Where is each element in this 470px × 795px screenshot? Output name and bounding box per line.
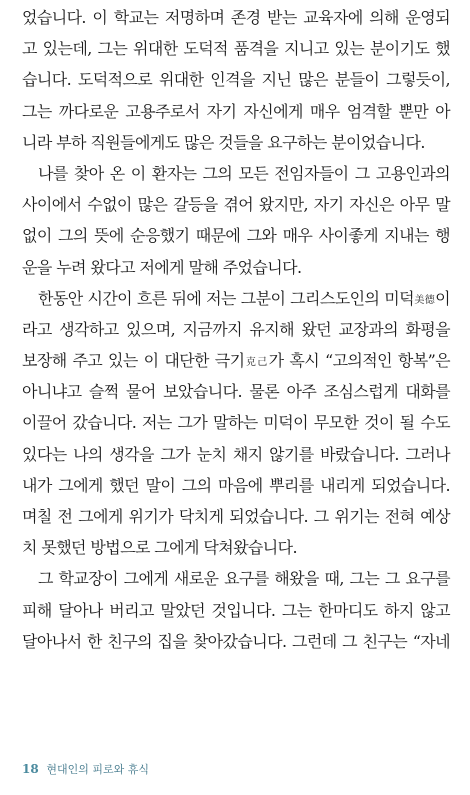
text-line: 사이에서 수없이 많은 갈등을 겪어 왔지만, 자기 자신은 아무 말 [22, 195, 450, 215]
page-number: 18 [22, 762, 39, 776]
text-segment: 보장해 주고 있는 이 대단한 극기 [22, 351, 245, 371]
text-line: 고 있는데, 그는 위대한 도덕적 품격을 지니고 있는 분이기도 했 [22, 39, 450, 59]
paragraph [22, 563, 450, 657]
paragraph [22, 158, 450, 283]
text-line: 며칠 전 그에게 위기가 닥치게 되었습니다. 그 위기는 전혀 예상 [22, 507, 450, 526]
text-line: 피해 달아나 버리고 말았던 것입니다. 그는 한마디도 하지 않고 [22, 600, 450, 620]
text-segment: 가 혹시 “고의적인 항복”은 [268, 351, 451, 371]
text-line: 니라 부하 직원들에게도 많은 것들을 요구하는 분이었습니다. [22, 132, 425, 152]
text-line [22, 345, 450, 376]
hanja-annotation: 美德 [413, 294, 436, 306]
text-line: 치 못했던 방법으로 그에게 닥쳐왔습니다. [22, 538, 297, 558]
text-line: 그 학교장이 그에게 새로운 요구를 해왔을 때, 그는 그 요구를 [38, 569, 450, 589]
page-footer [22, 761, 149, 778]
text-segment: 한동안 시간이 흐른 뒤에 저는 그분이 그리스도인의 미덕 [38, 288, 414, 308]
text-line: 있다는 나의 생각을 그가 눈치 채지 않기를 바랐습니다. 그러나 [22, 444, 450, 464]
text-line [22, 283, 450, 314]
text-line: 이끌어 갔습니다. 저는 그가 말하는 미덕이 무모한 것이 될 수도 [22, 413, 450, 433]
text-segment: 이 [435, 288, 451, 308]
running-title: 현대인의 피로와 휴식 [46, 763, 149, 776]
text-line: 없이 그의 뜻에 순응했기 때문에 그와 매우 사이좋게 지내는 행 [22, 226, 450, 246]
paragraph [22, 283, 450, 564]
text-line: 라고 생각하고 있으며, 지금까지 유지해 왔던 교장과의 화평을 [22, 319, 450, 339]
text-line: 그는 까다로운 고용주로서 자기 자신에게 매우 엄격할 뿐만 아 [22, 101, 450, 121]
text-line: 내가 그에게 했던 말이 그의 마음에 뿌리를 내리게 되었습니다. [22, 475, 450, 495]
text-line: 아니냐고 슬쩍 물어 보았습니다. 물론 아주 조심스럽게 대화를 [22, 382, 450, 402]
text-line: 운을 누려 왔다고 저에게 말해 주었습니다. [22, 257, 302, 277]
text-line: 나를 찾아 온 이 환자는 그의 모든 전임자들이 그 고용인과의 [38, 163, 450, 183]
text-line: 달아나서 한 친구의 집을 찾아갔습니다. 그런데 그 친구는 “자네 [22, 631, 450, 651]
text-line: 었습니다. 이 학교는 저명하며 존경 받는 교육자에 의해 운영되 [22, 8, 450, 27]
text-line: 습니다. 도덕적으로 위대한 인격을 지닌 많은 분들이 그렇듯이, [22, 70, 450, 90]
body-text [22, 2, 450, 657]
hanja-annotation: 克己 [244, 357, 269, 369]
paragraph [22, 2, 450, 158]
